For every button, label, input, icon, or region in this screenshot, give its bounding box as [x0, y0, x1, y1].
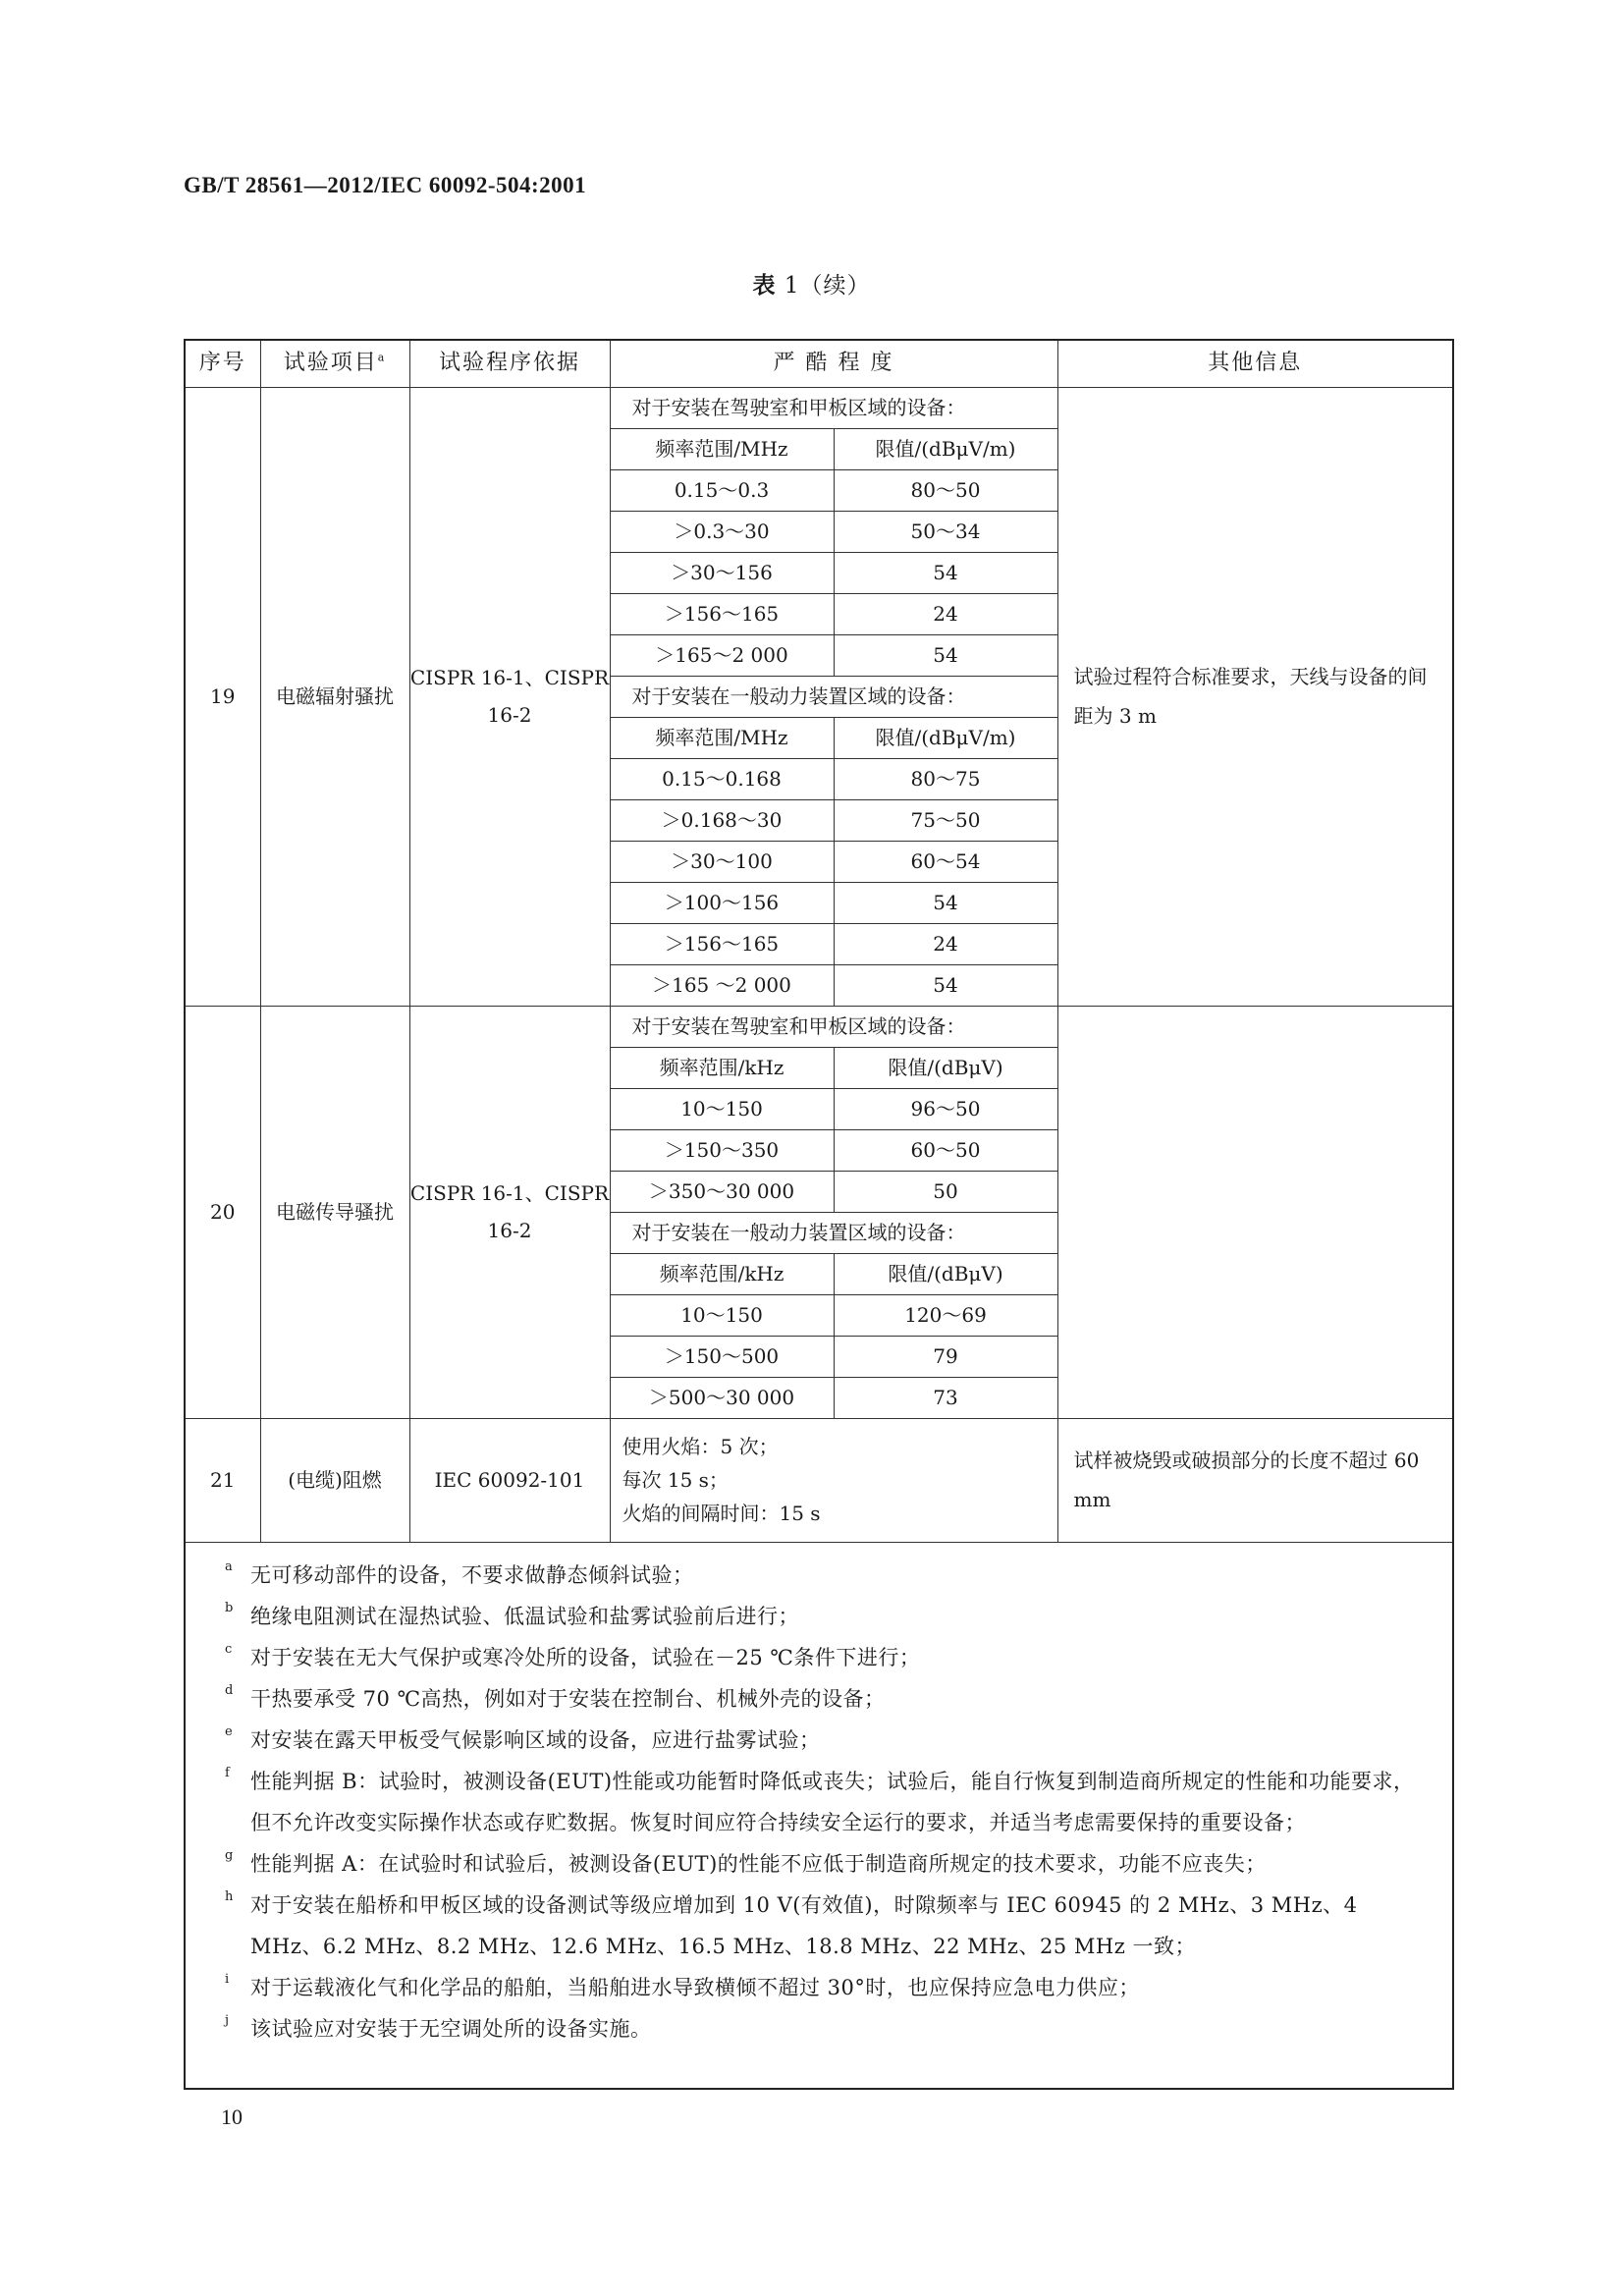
severity-group-note: 对于安装在一般动力装置区域的设备：	[610, 676, 1057, 717]
row-number: 20	[185, 1006, 260, 1418]
frequency-range-cell: ＞30～100	[610, 841, 834, 882]
footnote	[225, 1761, 1434, 1843]
footnote-text: 对于运载液化气和化学品的船舶，当船舶进水导致横倾不超过 30°时，也应保持应急电力供应；	[250, 1975, 1140, 1999]
footnote-text: 对安装在露天甲板受气候影响区域的设备，应进行盐雾试验；	[250, 1727, 821, 1752]
frequency-range-cell: 0.15～0.3	[610, 469, 834, 511]
test-item: (电缆)阻燃	[260, 1418, 409, 1542]
severity-line: 火焰的间隔时间：15 s	[622, 1502, 821, 1525]
footnote	[225, 1843, 1434, 1885]
frequency-range-cell: ＞100～156	[610, 882, 834, 923]
table-caption-text: 1（续）	[784, 273, 871, 299]
severity-group-note: 对于安装在一般动力装置区域的设备：	[610, 1212, 1057, 1253]
footnotes-cell	[185, 1542, 1453, 2089]
limit-header: 限值/(dBμV)	[834, 1253, 1057, 1294]
severity-line: 每次 15 s；	[622, 1468, 729, 1492]
column-header-row	[185, 340, 1453, 387]
frequency-range-header: 频率范围/kHz	[610, 1047, 834, 1088]
footnote	[225, 1720, 1434, 1761]
footnote-mark: h	[225, 1888, 234, 1904]
table-row	[185, 387, 1453, 428]
limit-cell: 60～54	[834, 841, 1057, 882]
frequency-range-header: 频率范围/MHz	[610, 428, 834, 469]
other-info: 试验过程符合标准要求，天线与设备的间距为 3 m	[1057, 387, 1453, 1006]
test-basis: IEC 60092-101	[409, 1418, 610, 1542]
other-info: 试样被烧毁或破损部分的长度不超过 60 mm	[1057, 1418, 1453, 1542]
test-basis: CISPR 16-1、CISPR 16-2	[409, 387, 610, 1006]
footnote-mark: b	[225, 1600, 234, 1615]
footnote-mark: d	[225, 1682, 234, 1698]
frequency-range-cell: ＞165～2 000	[610, 634, 834, 676]
limit-cell: 73	[834, 1377, 1057, 1418]
test-requirements-table	[184, 339, 1454, 2090]
footnote-text: 无可移动部件的设备，不要求做静态倾斜试验；	[250, 1562, 694, 1587]
severity-group-note: 对于安装在驾驶室和甲板区域的设备：	[610, 387, 1057, 428]
footnote	[225, 1967, 1434, 2008]
limit-cell: 75～50	[834, 799, 1057, 841]
footnote	[225, 1596, 1434, 1637]
limit-header: 限值/(dBμV/m)	[834, 717, 1057, 758]
limit-cell: 50	[834, 1171, 1057, 1212]
limit-cell: 80～75	[834, 758, 1057, 799]
footnote-text: 该试验应对安装于无空调处所的设备实施。	[250, 2016, 652, 2041]
footnote-text: 对于安装在船桥和甲板区域的设备测试等级应增加到 10 V(有效值)，时隙频率与 IEC 60945 的 2 MHz、3 MHz、4 MHz、6.2 MHz、8.2 MHz、12.6 MHz、16.5 MHz、18.8 MHz、22 MHz、25 MHz 一致；	[250, 1892, 1358, 1958]
footnote	[225, 1637, 1434, 1678]
footnote-mark: e	[225, 1723, 234, 1739]
severity-group-note: 对于安装在驾驶室和甲板区域的设备：	[610, 1006, 1057, 1047]
footnote-text: 性能判据 A：在试验时和试验后，被测设备(EUT)的性能不应低于制造商所规定的技术要求，功能不应丧失；	[250, 1851, 1267, 1876]
frequency-range-cell: ＞156～165	[610, 923, 834, 964]
limit-cell: 54	[834, 552, 1057, 593]
other-info	[1057, 1006, 1453, 1418]
standard-header: GB/T 28561—2012/IEC 60092-504:2001	[184, 173, 587, 197]
footnote-mark: c	[225, 1641, 233, 1657]
footnote-text: 性能判据 B：试验时，被测设备(EUT)性能或功能暂时降低或丧失；试验后，能自行恢复到制造商所规定的性能和功能要求，但不允许改变实际操作状态或存贮数据。恢复时间应符合持续安全运行的要求，并适当考虑需要保持的重要设备；	[250, 1769, 1415, 1834]
table-caption	[0, 267, 1623, 300]
table-caption-prefix: 表	[752, 272, 777, 299]
limit-cell: 60～50	[834, 1129, 1057, 1171]
col-header-item	[260, 340, 409, 387]
row-number: 21	[185, 1418, 260, 1542]
severity-lines	[610, 1418, 1057, 1542]
limit-cell: 54	[834, 964, 1057, 1006]
limit-cell: 54	[834, 882, 1057, 923]
limit-cell: 24	[834, 593, 1057, 634]
frequency-range-cell: ＞150～500	[610, 1336, 834, 1377]
page-number: 10	[221, 2105, 243, 2129]
col-header-item-label: 试验项目	[283, 351, 378, 376]
limit-cell: 54	[834, 634, 1057, 676]
footnote-text: 对于安装在无大气保护或寒冷处所的设备，试验在－25 ℃条件下进行；	[250, 1645, 921, 1669]
col-header-severity: 严 酷 程 度	[610, 340, 1057, 387]
frequency-range-cell: ＞150～350	[610, 1129, 834, 1171]
limit-cell: 96～50	[834, 1088, 1057, 1129]
table-row	[185, 1418, 1453, 1542]
footnote-text: 干热要承受 70 ℃高热，例如对于安装在控制台、机械外壳的设备；	[250, 1686, 886, 1711]
row-number: 19	[185, 387, 260, 1006]
footnote-mark: j	[225, 2012, 230, 2028]
footnote-text: 绝缘电阻测试在湿热试验、低温试验和盐雾试验前后进行；	[250, 1604, 799, 1628]
footnote	[225, 1678, 1434, 1720]
footnote-mark: a	[225, 1558, 234, 1574]
frequency-range-cell: ＞30～156	[610, 552, 834, 593]
frequency-range-cell: ＞0.168～30	[610, 799, 834, 841]
limit-header: 限值/(dBμV/m)	[834, 428, 1057, 469]
frequency-range-cell: ＞500～30 000	[610, 1377, 834, 1418]
limit-cell: 80～50	[834, 469, 1057, 511]
col-header-no: 序号	[185, 340, 260, 387]
frequency-range-header: 频率范围/kHz	[610, 1253, 834, 1294]
footnote-mark: g	[225, 1847, 234, 1863]
limit-cell: 79	[834, 1336, 1057, 1377]
footnote	[225, 1885, 1434, 1967]
col-header-item-superscript: a	[377, 352, 387, 365]
test-item: 电磁辐射骚扰	[260, 387, 409, 1006]
footnote	[225, 1555, 1434, 1596]
test-basis: CISPR 16-1、CISPR 16-2	[409, 1006, 610, 1418]
frequency-range-cell: 10～150	[610, 1294, 834, 1336]
limit-header: 限值/(dBμV)	[834, 1047, 1057, 1088]
frequency-range-header: 频率范围/MHz	[610, 717, 834, 758]
footnote	[225, 2008, 1434, 2050]
frequency-range-cell: ＞350～30 000	[610, 1171, 834, 1212]
col-header-basis: 试验程序依据	[409, 340, 610, 387]
frequency-range-cell: 0.15～0.168	[610, 758, 834, 799]
footnote-mark: f	[225, 1765, 231, 1780]
table-row	[185, 1006, 1453, 1047]
footnotes-row	[185, 1542, 1453, 2089]
test-item: 电磁传导骚扰	[260, 1006, 409, 1418]
limit-cell: 120～69	[834, 1294, 1057, 1336]
footnote-mark: i	[225, 1971, 230, 1987]
frequency-range-cell: ＞0.3～30	[610, 511, 834, 552]
frequency-range-cell: 10～150	[610, 1088, 834, 1129]
limit-cell: 50～34	[834, 511, 1057, 552]
limit-cell: 24	[834, 923, 1057, 964]
col-header-other: 其他信息	[1057, 340, 1453, 387]
frequency-range-cell: ＞156～165	[610, 593, 834, 634]
severity-line: 使用火焰：5 次；	[622, 1435, 779, 1458]
frequency-range-cell: ＞165 ～2 000	[610, 964, 834, 1006]
